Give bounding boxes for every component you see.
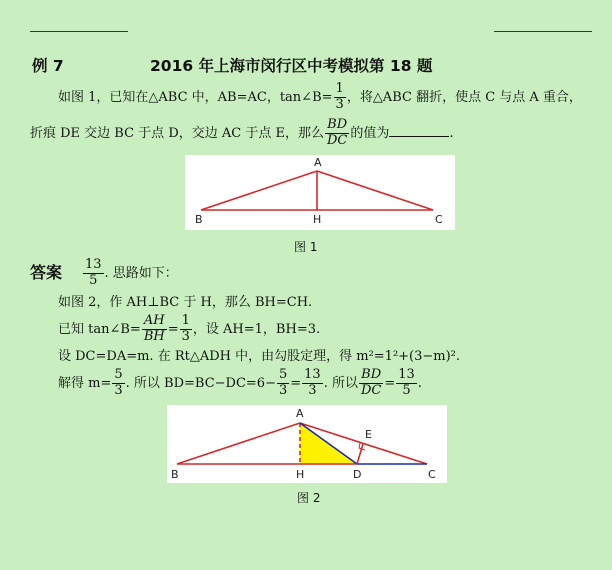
fraction-tan-b: $\frac{1}{3}$ (335, 81, 344, 112)
answer-text: = (167, 321, 179, 337)
problem-text: 的值为 (350, 125, 390, 141)
answer-text: = (384, 375, 396, 391)
fraction-one-third: $\frac{1}{3}$ (181, 313, 190, 344)
triangle-abc (201, 171, 433, 210)
answer-line-2 (58, 314, 320, 345)
answer-text: ，设 AH=1，BH=3. (192, 321, 321, 337)
answer-text: . (417, 375, 422, 391)
fraction-m: $\frac{5}{3}$ (114, 367, 123, 398)
answer-line-0 (82, 258, 178, 289)
answer-line-1: 如图 2，作 AH⊥BC 于 H，那么 BH=CH. (58, 295, 313, 310)
answer-tag: 答案 (30, 263, 63, 282)
problem-text: ，将△ABC 翻折，使点 C 与点 A 重合， (346, 89, 582, 105)
label-h: H (313, 213, 322, 226)
label-b: B (195, 213, 203, 226)
fraction-five-thirds: $\frac{5}{3}$ (278, 367, 288, 398)
fraction-thirteen-thirds: $\frac{13}{3}$ (304, 367, 321, 398)
figure-1 (185, 155, 455, 230)
example-label: 例 7 (32, 57, 64, 75)
answer-text: . 所以 BD=BC−DC=6− (125, 375, 276, 391)
answer-text: 解得 m= (58, 375, 112, 391)
fraction-answer: $\frac{13}{5}$ (85, 257, 102, 288)
label-a: A (314, 156, 322, 169)
answer-blank (389, 124, 449, 137)
top-rule-right (494, 31, 592, 32)
answer-line-3: 设 DC=DA=m. 在 Rt△ADH 中，由勾股定理，得 m²=1²+(3−m)². (58, 349, 461, 364)
problem-text: 折痕 DE 交边 BC 于点 D，交边 AC 于点 E，那么 (30, 125, 324, 141)
figure-1-caption: 图 1 (294, 240, 318, 254)
label-h: H (296, 468, 305, 481)
answer-line-4 (58, 368, 422, 399)
fraction-final: $\frac{13}{5}$ (398, 367, 415, 398)
answer-text: = (290, 375, 302, 391)
label-d: D (353, 468, 362, 481)
label-b: B (171, 468, 179, 481)
problem-title: 2016 年上海市闵行区中考模拟第 18 题 (150, 57, 433, 75)
fraction-ah-bh: $\frac{AH}{BH}$ (143, 313, 165, 344)
label-c: C (428, 468, 436, 481)
label-a: A (296, 407, 304, 420)
label-e: E (365, 428, 372, 441)
fraction-bd-dc: $\frac{BD}{DC}$ (326, 117, 348, 148)
fold-line-de (357, 444, 363, 464)
problem-line-1 (58, 82, 582, 113)
fraction-bd-dc: $\frac{BD}{DC}$ (360, 367, 382, 398)
top-rule-left (30, 31, 128, 32)
answer-text: . 思路如下： (104, 265, 178, 281)
answer-text: . 所以 (323, 375, 358, 391)
problem-text: 如图 1，已知在△ABC 中，AB=AC，tan∠B= (58, 89, 333, 105)
problem-line-2 (30, 118, 454, 149)
answer-text: 已知 tan∠B= (58, 321, 141, 337)
figure-2 (167, 405, 447, 483)
label-c: C (435, 213, 443, 226)
figure-2-caption: 图 2 (297, 491, 321, 505)
problem-text: . (449, 125, 454, 141)
